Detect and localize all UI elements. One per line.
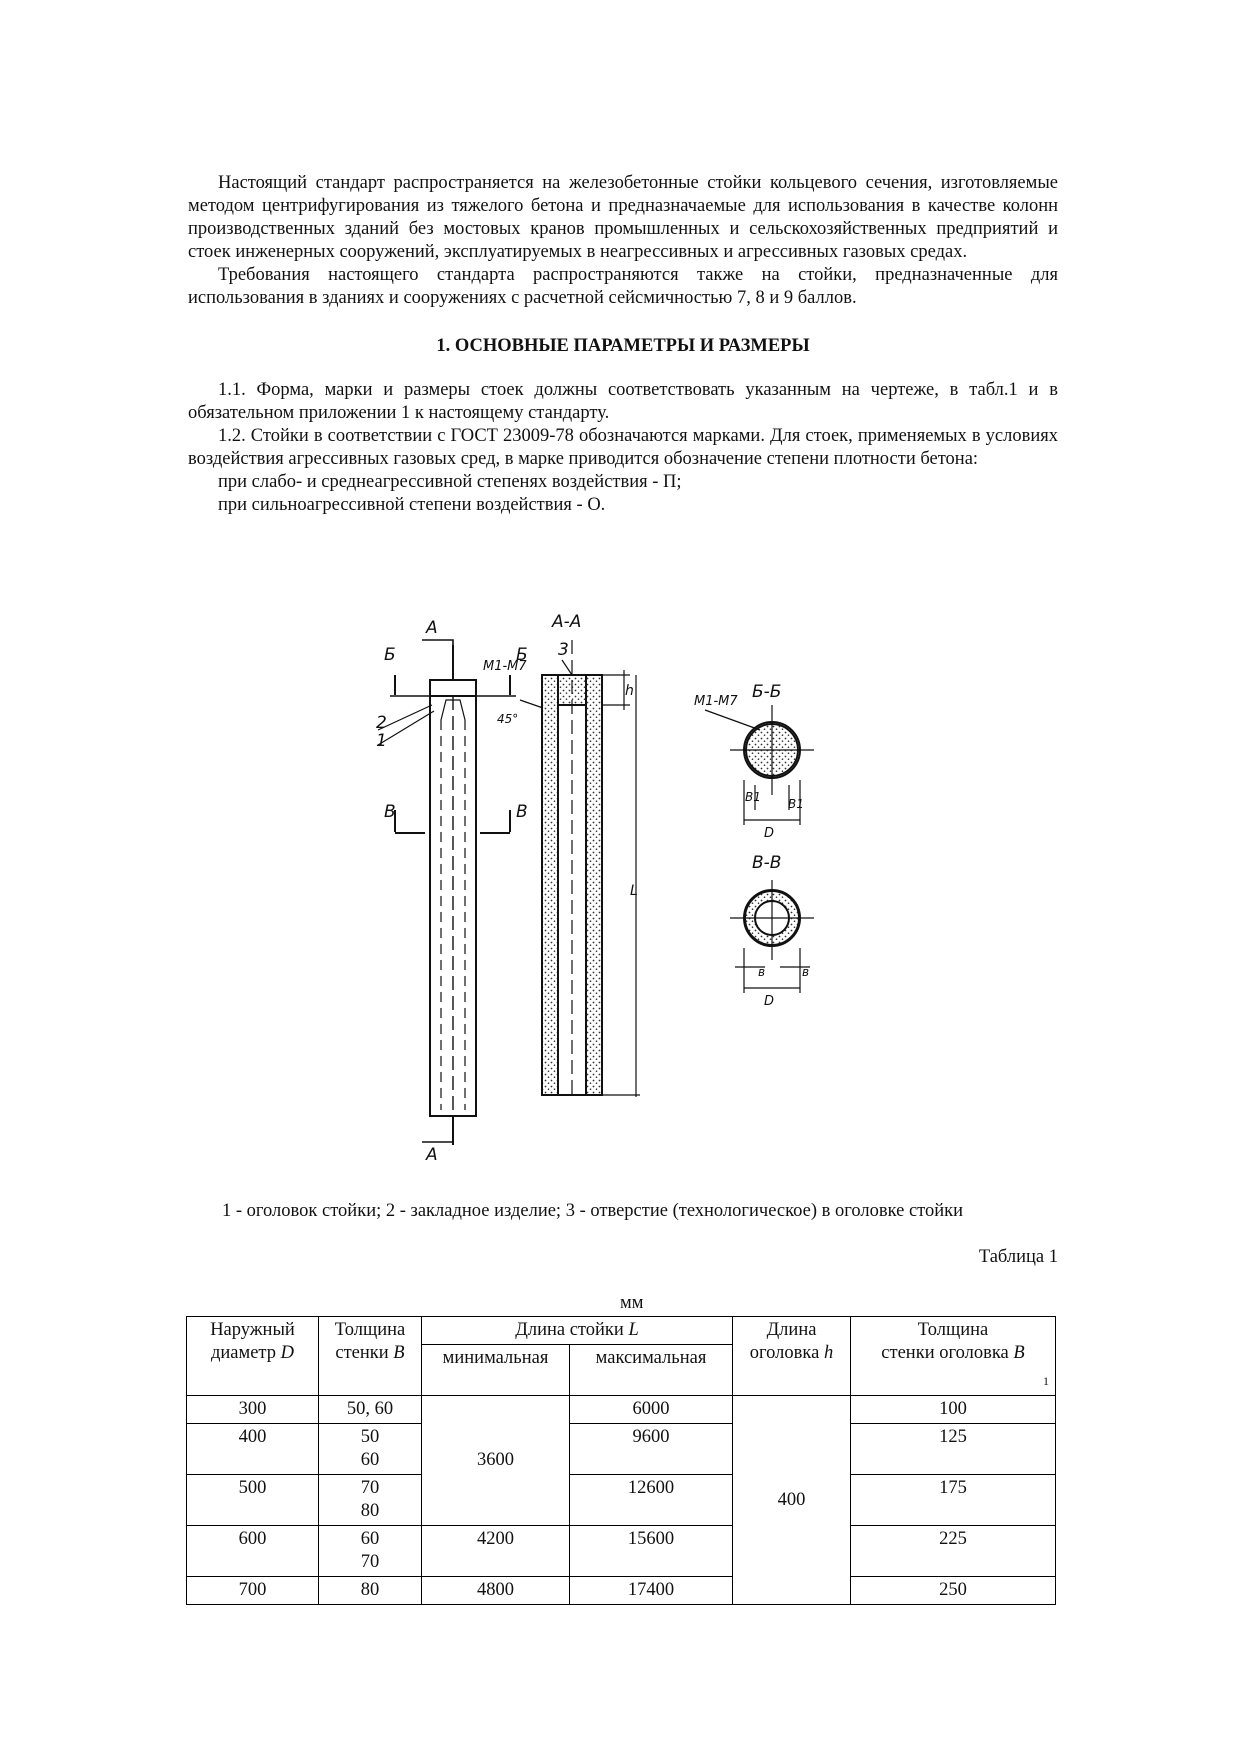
cell-d: 300: [187, 1396, 319, 1424]
label-d-v: D: [764, 994, 775, 1009]
clause-1-1: 1.1. Форма, марки и размеры стоек должны соответствовать указанным на чертеже, в табл.1 и в обязательном приложении 1 к настоящему стандарту.: [188, 380, 1058, 423]
clause-1-2-item-p: при слабо- и среднеагрессивной степенях воздействия - П;: [218, 472, 682, 492]
cell-min: 3600: [422, 1396, 570, 1526]
cell-b1: 250: [851, 1577, 1056, 1605]
cell-max: 9600: [570, 1424, 733, 1475]
figure-caption: 1 - оголовок стойки; 2 - закладное изделие; 3 - отверстие (технологическое) в оголовке стойки: [222, 1201, 964, 1221]
label-h: h: [625, 683, 634, 699]
cell-b1: 175: [851, 1475, 1056, 1526]
document-body: [188, 172, 1058, 517]
cell-d: 700: [187, 1577, 319, 1605]
column-side-view: [378, 640, 519, 1145]
label-b-left: Б: [384, 645, 396, 665]
column-drawing: [340, 605, 900, 1170]
label-b-b: Б-Б: [752, 682, 782, 702]
table-unit: мм: [620, 1293, 644, 1313]
clause-1-2-item-o: при сильноагрессивной степени воздействия - О.: [218, 495, 606, 515]
intro-paragraph-1: Настоящий стандарт распространяется на железобетонные стойки кольцевого сечения, изготовляемые методом центрифугирования из тяжелого бетона и предназначаемые для использования в качестве колонн производственных зданий без мостовых кранов промышленных и сельскохозяйственных предприятий и стоек инженерных сооружений, эксплуатируемых в неагрессивных и агрессивных газовых средах.: [188, 173, 1058, 262]
cell-b1: 100: [851, 1396, 1056, 1424]
cell-d: 500: [187, 1475, 319, 1526]
cell-b: 70 80: [319, 1475, 422, 1526]
label-a-top: А: [426, 618, 438, 638]
label-a-a: А-А: [552, 612, 582, 632]
label-b-left-v: в: [758, 965, 766, 979]
label-b1-left: В1: [745, 790, 761, 804]
cell-d: 400: [187, 1424, 319, 1475]
table-label: Таблица 1: [978, 1247, 1058, 1267]
cell-max: 15600: [570, 1526, 733, 1577]
intro-paragraph-2: Требования настоящего стандарта распространяются также на стойки, предназначенные для использования в зданиях и сооружениях с расчетной сейсмичностью 7, 8 и 9 баллов.: [188, 265, 1058, 308]
header-max: максимальная: [570, 1345, 733, 1396]
label-m-b: М1-М7: [694, 694, 738, 709]
header-head-wall-thickness: Толщина стенки оголовка B 1: [851, 1317, 1056, 1396]
label-v-right: В: [516, 802, 528, 822]
cell-max: 17400: [570, 1577, 733, 1605]
table-row: [187, 1526, 1056, 1577]
header-head-length: Длина оголовка h: [733, 1317, 851, 1396]
header-min: минимальная: [422, 1345, 570, 1396]
label-angle: 45°: [497, 712, 519, 726]
label-v-left: В: [384, 802, 396, 822]
section-title: 1. ОСНОВНЫЕ ПАРАМЕТРЫ И РАЗМЕРЫ: [436, 336, 810, 356]
table-row: [187, 1396, 1056, 1424]
dimensions-table: [186, 1316, 1056, 1605]
cell-b: 50 60: [319, 1424, 422, 1475]
label-d-b: D: [764, 826, 775, 841]
cell-b1: 125: [851, 1424, 1056, 1475]
cell-b: 60 70: [319, 1526, 422, 1577]
cell-max: 12600: [570, 1475, 733, 1526]
cell-head-h: 400: [733, 1396, 851, 1605]
label-n1: 1: [376, 731, 387, 751]
label-n2: 2: [376, 713, 387, 733]
label-b-right-v: в: [802, 965, 810, 979]
header-wall-thickness: Толщина стенки B: [319, 1317, 422, 1396]
label-n3: 3: [558, 640, 569, 660]
cell-max: 6000: [570, 1396, 733, 1424]
header-column-length: Длина стойки L: [422, 1317, 733, 1345]
cell-b1: 225: [851, 1526, 1056, 1577]
cell-min: 4200: [422, 1526, 570, 1577]
cell-b: 80: [319, 1577, 422, 1605]
header-outer-diameter: Наружный диаметр D: [187, 1317, 319, 1396]
label-v-v: В-В: [752, 853, 782, 873]
clause-1-2: 1.2. Стойки в соответствии с ГОСТ 23009-78 обозначаются марками. Для стоек, применяемых в условиях воздействия агрессивных газовых сред, в марке приводится обозначение степени плотности бетона:: [188, 426, 1058, 469]
label-a-bottom: А: [426, 1145, 438, 1165]
label-m-a: М1-М7: [483, 659, 527, 674]
table-row: [187, 1424, 1056, 1475]
label-b-right: Б: [516, 645, 528, 665]
table-row: [187, 1475, 1056, 1526]
table-row: [187, 1577, 1056, 1605]
cell-d: 600: [187, 1526, 319, 1577]
label-L: L: [630, 883, 638, 899]
section-a-a: [520, 640, 640, 1097]
cell-b: 50, 60: [319, 1396, 422, 1424]
cell-min: 4800: [422, 1577, 570, 1605]
label-b1-right: В1: [788, 797, 804, 811]
